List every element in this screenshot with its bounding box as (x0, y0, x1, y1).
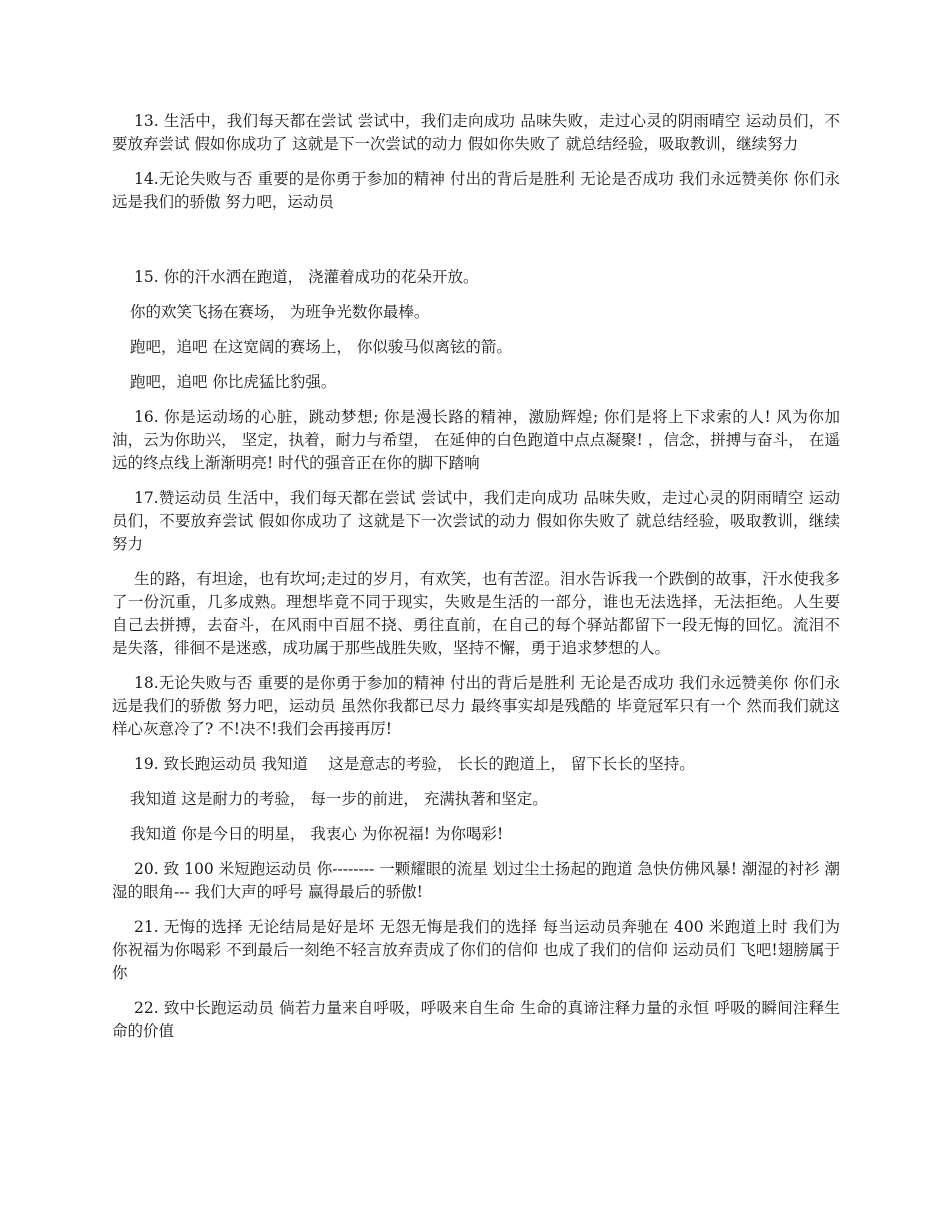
paragraph: 19. 致长跑运动员 我知道 这是意志的考验， 长长的跑道上， 留下长长的坚持。 (134, 755, 695, 773)
paragraph: 13. 生活中，我们每天都在尝试 尝试中，我们走向成功 品味失败，走过心灵的阴雨晴空 运动员们，不要放弃尝试 假如你成功了 这就是下一次尝试的动力 假如你失败了 就总结经验，吸取教训，继续努力 (112, 112, 840, 153)
paragraph: 16. 你是运动场的心脏，跳动梦想; 你是漫长路的精神，激励辉煌; 你们是将上下求索的人! 风为你加油，云为你助兴， 坚定，执着，耐力与希望， 在延伸的白色跑道中点点凝聚! ，信念，拼搏与奋斗， 在遥远的终点线上渐渐明亮! 时代的强音正在你的脚下踏响 (112, 408, 840, 472)
document-page (112, 110, 840, 1055)
paragraph: 17.赞运动员 生活中，我们每天都在尝试 尝试中，我们走向成功 品味失败，走过心灵的阴雨晴空 运动员们，不要放弃尝试 假如你成功了 这就是下一次尝试的动力 假如你失败了 就总结经验，吸取教训，继续努力 (112, 489, 840, 553)
paragraph: 生的路，有坦途，也有坎坷;走过的岁月，有欢笑，也有苦涩。泪水告诉我一个跌倒的故事，汗水使我多了一份沉重，几多成熟。理想毕竟不同于现实，失败是生活的一部分，谁也无法选择，无法拒绝。人生要自己去拼搏，去奋斗，在风雨中百屈不挠、勇往直前，在自己的每个驿站都留下一段无悔的回忆。流泪不是失落，徘徊不是迷惑，成功属于那些战胜失败，坚持不懈，勇于追求梦想的人。 (112, 570, 840, 657)
paragraph: 22. 致中长跑运动员 倘若力量来自呼吸，呼吸来自生命 生命的真谛注释力量的永恒 呼吸的瞬间注释生命的价值 (112, 999, 840, 1040)
paragraph: 你的欢笑飞扬在赛场， 为班争光数你最棒。 (130, 303, 430, 321)
paragraph: 15. 你的汗水洒在跑道， 浇灌着成功的花朵开放。 (134, 268, 479, 286)
paragraph: 跑吧，追吧 你比虎猛比豹强。 (130, 373, 337, 391)
paragraph: 21. 无悔的选择 无论结局是好是坏 无怨无悔是我们的选择 每当运动员奔驰在 400 米跑道上时 我们为你祝福为你喝彩 不到最后一刻绝不轻言放弃责成了你们的信仰 也成了我们的信仰 运动员们 飞吧!翅膀属于你 (112, 918, 840, 982)
paragraph: 20. 致 100 米短跑运动员 你-------- 一颗耀眼的流星 划过尘土扬起的跑道 急快仿佛风暴! 潮湿的衬衫 潮湿的眼角--- 我们大声的呼号 赢得最后的骄傲! (112, 860, 840, 901)
paragraph: 我知道 你是今日的明星， 我衷心 为你祝福! 为你喝彩! (130, 825, 504, 843)
paragraph: 跑吧，追吧 在这宽阔的赛场上， 你似骏马似离铉的箭。 (130, 338, 512, 356)
paragraph: 18.无论失败与否 重要的是你勇于参加的精神 付出的背后是胜利 无论是否成功 我们永远赞美你 你们永远是我们的骄傲 努力吧，运动员 虽然你我都已尽力 最终事实却是残酷的 毕竟冠军只有一个 然而我们就这样心灰意冷了? 不!决不!我们会再接再厉! (112, 674, 840, 738)
paragraph: 我知道 这是耐力的考验， 每一步的前进， 充满执著和坚定。 (130, 790, 548, 808)
paragraph: 14.无论失败与否 重要的是你勇于参加的精神 付出的背后是胜利 无论是否成功 我们永远赞美你 你们永远是我们的骄傲 努力吧，运动员 (112, 170, 840, 211)
blank-gap (112, 226, 840, 266)
